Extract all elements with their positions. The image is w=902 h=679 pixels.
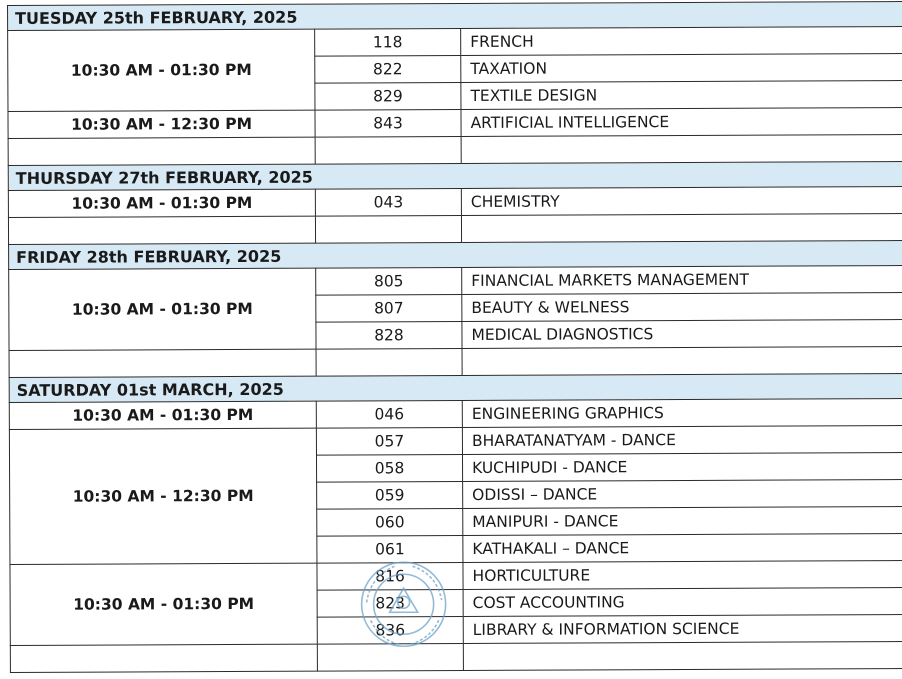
blank-cell xyxy=(8,216,315,244)
blank-cell xyxy=(317,643,463,671)
subject-name: FRENCH xyxy=(461,27,902,56)
exam-time-slot: 10:30 AM - 01:30 PM xyxy=(8,189,315,217)
subject-name: HORTICULTURE xyxy=(463,561,902,590)
subject-code: 823 xyxy=(317,589,463,617)
schedule-body xyxy=(8,2,902,673)
exam-row xyxy=(10,561,902,592)
day-header-row xyxy=(9,374,902,403)
subject-name: CHEMISTRY xyxy=(461,187,902,216)
subject-name: COST ACCOUNTING xyxy=(463,588,902,617)
day-date-heading: FRIDAY 28th FEBRUARY, 2025 xyxy=(9,241,902,270)
subject-code: 118 xyxy=(315,28,461,56)
subject-code: 843 xyxy=(315,109,461,137)
subject-name: KUCHIPUDI - DANCE xyxy=(462,453,902,482)
exam-time-slot: 10:30 AM - 01:30 PM xyxy=(9,268,316,350)
subject-name: MANIPURI - DANCE xyxy=(463,507,902,536)
blank-spacer-row xyxy=(8,214,902,245)
exam-time-slot: 10:30 AM - 12:30 PM xyxy=(8,110,315,138)
subject-name: TEXTILE DESIGN xyxy=(461,81,902,110)
exam-time-slot: 10:30 AM - 01:30 PM xyxy=(9,401,316,429)
subject-name: TAXATION xyxy=(461,54,902,83)
exam-row xyxy=(9,266,902,297)
blank-cell xyxy=(9,349,316,377)
subject-name: ARTIFICIAL INTELLIGENCE xyxy=(461,108,902,137)
exam-row xyxy=(8,108,902,139)
subject-name: BEAUTY & WELNESS xyxy=(462,293,902,322)
subject-code: 829 xyxy=(315,82,461,110)
day-header-row xyxy=(8,162,902,191)
subject-name: MEDICAL DIAGNOSTICS xyxy=(462,320,902,349)
blank-spacer-row xyxy=(10,642,902,673)
day-date-heading: SATURDAY 01st MARCH, 2025 xyxy=(9,374,902,403)
subject-code: 836 xyxy=(317,616,463,644)
subject-code: 058 xyxy=(316,454,462,482)
exam-time-slot: 10:30 AM - 01:30 PM xyxy=(8,29,315,111)
subject-name: KATHAKALI – DANCE xyxy=(463,534,902,563)
blank-cell xyxy=(316,348,462,376)
subject-name: LIBRARY & INFORMATION SCIENCE xyxy=(463,615,902,644)
blank-cell xyxy=(461,135,902,164)
exam-row xyxy=(9,399,902,430)
blank-cell xyxy=(461,214,902,243)
subject-name: ODISSI – DANCE xyxy=(463,480,902,509)
day-header-row xyxy=(9,241,902,270)
subject-code: 061 xyxy=(317,535,463,563)
subject-name: FINANCIAL MARKETS MANAGEMENT xyxy=(462,266,902,295)
subject-name: ENGINEERING GRAPHICS xyxy=(462,399,902,428)
blank-cell xyxy=(10,644,317,672)
subject-code: 805 xyxy=(316,267,462,295)
day-date-heading: TUESDAY 25th FEBRUARY, 2025 xyxy=(8,2,902,31)
subject-code: 046 xyxy=(316,400,462,428)
subject-code: 828 xyxy=(316,321,462,349)
blank-spacer-row xyxy=(9,347,902,378)
blank-cell xyxy=(315,136,461,164)
subject-code: 043 xyxy=(315,188,461,216)
subject-code: 822 xyxy=(315,55,461,83)
subject-code: 060 xyxy=(317,508,463,536)
day-header-row xyxy=(8,2,902,31)
exam-time-slot: 10:30 AM - 12:30 PM xyxy=(9,428,317,564)
blank-cell xyxy=(315,215,461,243)
subject-name: BHARATANATYAM - DANCE xyxy=(462,426,902,455)
exam-row xyxy=(9,426,902,457)
blank-cell xyxy=(8,137,315,165)
exam-row xyxy=(8,187,902,218)
day-date-heading: THURSDAY 27th FEBRUARY, 2025 xyxy=(8,162,902,191)
subject-code: 816 xyxy=(317,562,463,590)
blank-cell xyxy=(462,347,902,376)
subject-code: 059 xyxy=(317,481,463,509)
subject-code: 807 xyxy=(316,294,462,322)
exam-schedule-table xyxy=(7,1,902,673)
blank-spacer-row xyxy=(8,135,902,166)
subject-code: 057 xyxy=(316,427,462,455)
exam-row xyxy=(8,27,902,58)
exam-time-slot: 10:30 AM - 01:30 PM xyxy=(10,563,317,645)
blank-cell xyxy=(463,642,902,671)
